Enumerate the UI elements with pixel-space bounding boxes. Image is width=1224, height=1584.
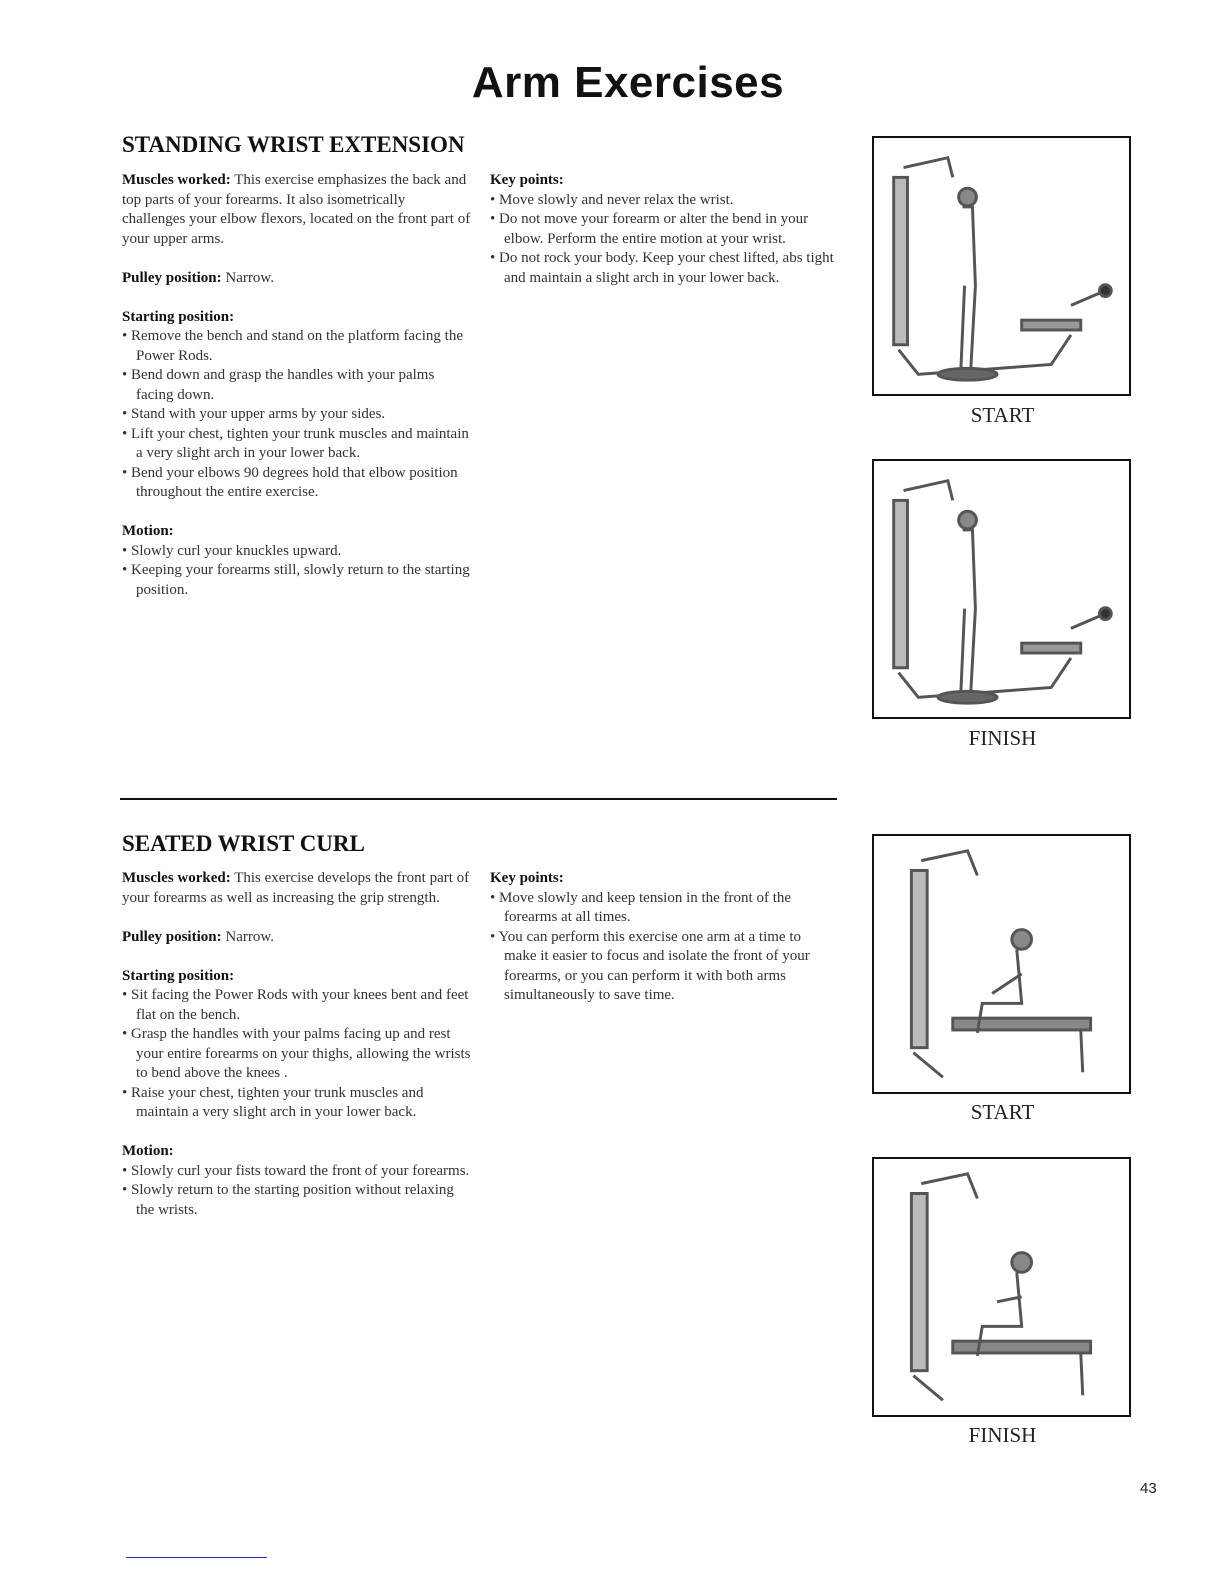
list-item: • Stand with your upper arms by your sides. (122, 405, 472, 425)
page-number: 43 (1140, 1480, 1157, 1497)
pulley-position (122, 269, 472, 289)
label: Muscles worked: (122, 172, 231, 188)
standing-start-illustration (872, 136, 1131, 396)
list-item: • Lift your chest, tighten your trunk muscles and maintain a very slight arch in your lower back. (122, 425, 472, 464)
starting-position-label: Starting position: (122, 308, 235, 325)
starting-list (122, 986, 472, 1123)
footer-rule (126, 1557, 267, 1558)
list-item: • Keeping your forearms still, slowly return to the starting position. (122, 561, 472, 600)
page-title: Arm Exercises (471, 58, 785, 107)
seated-figure-illustration (874, 1159, 1129, 1415)
list-item: • Do not rock your body. Keep your chest lifted, abs tight and maintain a slight arch in your lower back. (490, 249, 835, 288)
key-points-list (490, 191, 835, 289)
pulley-position (122, 928, 472, 948)
text: Narrow. (221, 269, 274, 286)
label: Pulley position: (122, 928, 222, 945)
section-2-key-points (490, 869, 835, 1025)
list-item: • Slowly curl your fists toward the front of your forearms. (122, 1162, 472, 1182)
list-item: • Slowly return to the starting position without relaxing the wrists. (122, 1181, 472, 1220)
section-1-left-column (122, 171, 472, 620)
standing-figure-illustration (874, 138, 1129, 394)
list-item: • Raise your chest, tighten your trunk muscles and maintain a very slight arch in your lower back. (122, 1084, 472, 1123)
list-item: • Bend down and grasp the handles with your palms facing down. (122, 366, 472, 405)
caption-start: START (970, 403, 1035, 427)
list-item: • Move slowly and never relax the wrist. (490, 191, 835, 211)
label: Pulley position: (122, 269, 222, 286)
motion-list (122, 1162, 472, 1221)
list-item: • Move slowly and keep tension in the front of the forearms at all times. (490, 889, 835, 928)
list-item: • Remove the bench and stand on the platform facing the Power Rods. (122, 327, 472, 366)
list-item: • Bend your elbows 90 degrees hold that elbow position throughout the entire exercise. (122, 464, 472, 503)
caption-finish: FINISH (968, 1423, 1037, 1447)
seated-finish-illustration (872, 1157, 1131, 1417)
text: Narrow. (221, 928, 274, 945)
section-2-left-column (122, 869, 472, 1240)
list-item: • Slowly curl your knuckles upward. (122, 542, 472, 562)
muscles-worked (122, 869, 472, 908)
list-item: • Sit facing the Power Rods with your knees bent and feet flat on the bench. (122, 986, 472, 1025)
standing-figure-illustration (874, 461, 1129, 717)
section-divider (120, 798, 837, 800)
list-item: • Do not move your forearm or alter the bend in your elbow. Perform the entire motion at your wrist. (490, 210, 835, 249)
key-points-label: Key points: (490, 870, 564, 886)
section-1-key-points (490, 171, 835, 308)
section-heading: STANDING WRIST EXTENSION (122, 132, 465, 157)
motion-list (122, 542, 472, 601)
section-heading: SEATED WRIST CURL (122, 831, 365, 856)
list-item: • You can perform this exercise one arm at a time to make it easier to focus and isolate the front of your forearms, or you can perform it with both arms simultaneously to save time. (490, 928, 835, 1006)
caption-start: START (970, 1100, 1035, 1124)
motion-label: Motion: (122, 523, 174, 539)
motion-label: Motion: (122, 1143, 174, 1159)
key-points-list (490, 889, 835, 1006)
caption-finish: FINISH (968, 726, 1037, 750)
list-item: • Grasp the handles with your palms facing up and rest your entire forearms on your thighs, allowing the wrists to bend above the knees . (122, 1025, 472, 1084)
standing-finish-illustration (872, 459, 1131, 719)
muscles-worked (122, 171, 472, 249)
label: Muscles worked: (122, 870, 231, 886)
text: This exercise develops the front part of your forearms as well as increasing the grip strength. (122, 870, 470, 906)
starting-list (122, 327, 472, 503)
seated-start-illustration (872, 834, 1131, 1094)
text: This exercise emphasizes the back and top parts of your forearms. It also isometrically challenges your elbow flexors, located on the front part of your upper arms. (122, 172, 471, 247)
seated-figure-illustration (874, 836, 1129, 1092)
starting-position-label: Starting position: (122, 967, 235, 984)
key-points-label: Key points: (490, 172, 564, 188)
